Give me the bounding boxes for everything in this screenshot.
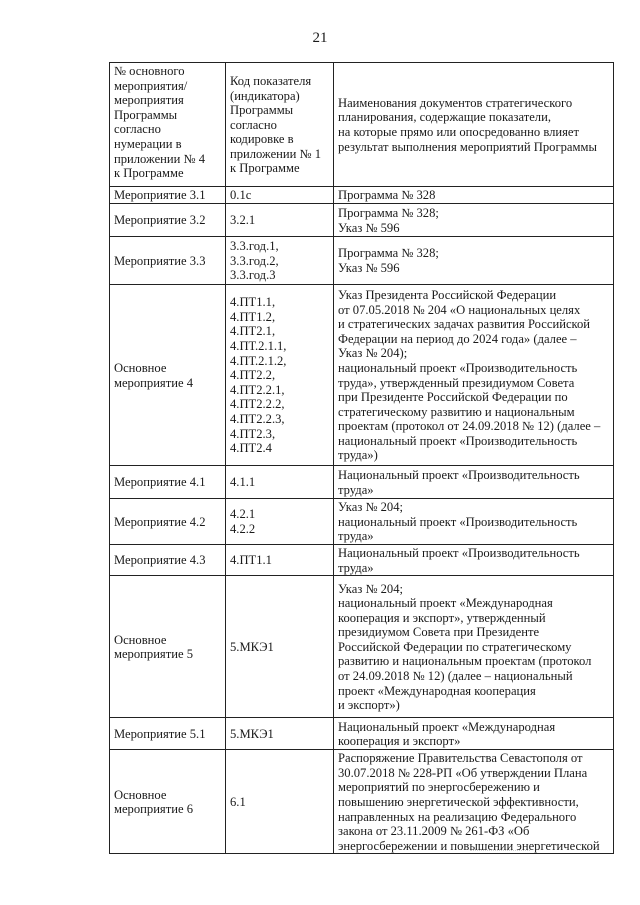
docs-cell: Распоряжение Правительства Севастополя от 30.07.2018 № 228-РП «Об утверждении Плана мероприятий по энергосбережению и повышению энергетической эффективности, направленных на реализацию Федерального закона от 23.11.2009 № 261-ФЗ «Об энергосбережении и повышении энергетической bbox=[334, 750, 614, 854]
event-cell: Мероприятие 3.1 bbox=[110, 187, 226, 204]
code-cell: 6.1 bbox=[226, 750, 334, 854]
event-cell: Мероприятие 3.2 bbox=[110, 204, 226, 237]
code-cell: 0.1с bbox=[226, 187, 334, 204]
code-cell: 3.3.год.1, 3.3.год.2, 3.3.год.3 bbox=[226, 237, 334, 285]
table-row bbox=[110, 237, 614, 285]
docs-cell: Программа № 328; Указ № 596 bbox=[334, 204, 614, 237]
table-row bbox=[110, 466, 614, 499]
docs-cell: Программа № 328 bbox=[334, 187, 614, 204]
event-cell: Основное мероприятие 6 bbox=[110, 750, 226, 854]
table-row bbox=[110, 718, 614, 750]
table-row bbox=[110, 499, 614, 545]
event-cell: Мероприятие 3.3 bbox=[110, 237, 226, 285]
code-cell: 4.1.1 bbox=[226, 466, 334, 499]
header-event-number: № основного мероприятия/ мероприятия Программы согласно нумерации в приложении № 4 к Программе bbox=[110, 63, 226, 187]
header-strategic-documents: Наименования документов стратегического планирования, содержащие показатели, на которые прямо или опосредованно влияет результат выполнения мероприятий Программы bbox=[334, 63, 614, 187]
page-number: 21 bbox=[312, 30, 328, 46]
docs-cell: Программа № 328; Указ № 596 bbox=[334, 237, 614, 285]
table-row bbox=[110, 187, 614, 204]
strategic-documents-table bbox=[109, 62, 614, 854]
event-cell: Основное мероприятие 4 bbox=[110, 285, 226, 466]
event-cell: Мероприятие 4.1 bbox=[110, 466, 226, 499]
docs-cell: Указ № 204; национальный проект «Производительность труда» bbox=[334, 499, 614, 545]
code-cell: 5.МКЭ1 bbox=[226, 718, 334, 750]
header-indicator-code: Код показателя (индикатора) Программы согласно кодировке в приложении № 1 к Программе bbox=[226, 63, 334, 187]
scan-artifact bbox=[470, 850, 530, 853]
table-row bbox=[110, 204, 614, 237]
code-cell: 4.ПТ1.1 bbox=[226, 545, 334, 576]
table-row bbox=[110, 750, 614, 854]
code-cell: 4.2.1 4.2.2 bbox=[226, 499, 334, 545]
docs-cell: Указ Президента Российской Федерации от 07.05.2018 № 204 «О национальных целях и стратегических задачах развития Российской Федерации на период до 2024 года» (далее – Указ № 204); национальный проект «Производительность труда», утвержденный президиумом Совета при Президенте Российской Федерации по стратегическому развитию и национальным проектам (протокол от 24.09.2018 № 12) (далее – национальный проект «Производительность труда») bbox=[334, 285, 614, 466]
event-cell: Мероприятие 5.1 bbox=[110, 718, 226, 750]
table-row bbox=[110, 285, 614, 466]
table-row bbox=[110, 545, 614, 576]
event-cell: Мероприятие 4.2 bbox=[110, 499, 226, 545]
docs-cell: Национальный проект «Производительность труда» bbox=[334, 545, 614, 576]
code-cell: 3.2.1 bbox=[226, 204, 334, 237]
docs-cell: Указ № 204; национальный проект «Международная кооперация и экспорт», утвержденный президиумом Совета при Президенте Российской Федерации по стратегическому развитию и национальным проектам (протокол от 24.09.2018 № 12) (далее – национальный проект «Международная кооперация и экспорт») bbox=[334, 576, 614, 718]
event-cell: Основное мероприятие 5 bbox=[110, 576, 226, 718]
code-cell: 5.МКЭ1 bbox=[226, 576, 334, 718]
table-row bbox=[110, 576, 614, 718]
code-cell: 4.ПТ1.1, 4.ПТ1.2, 4.ПТ2.1, 4.ПТ.2.1.1, 4.ПТ.2.1.2, 4.ПТ2.2, 4.ПТ2.2.1, 4.ПТ2.2.2, 4.ПТ2.2.3, 4.ПТ2.3, 4.ПТ2.4 bbox=[226, 285, 334, 466]
docs-cell: Национальный проект «Производительность труда» bbox=[334, 466, 614, 499]
table-header-row bbox=[110, 63, 614, 187]
event-cell: Мероприятие 4.3 bbox=[110, 545, 226, 576]
docs-cell: Национальный проект «Международная кооперация и экспорт» bbox=[334, 718, 614, 750]
